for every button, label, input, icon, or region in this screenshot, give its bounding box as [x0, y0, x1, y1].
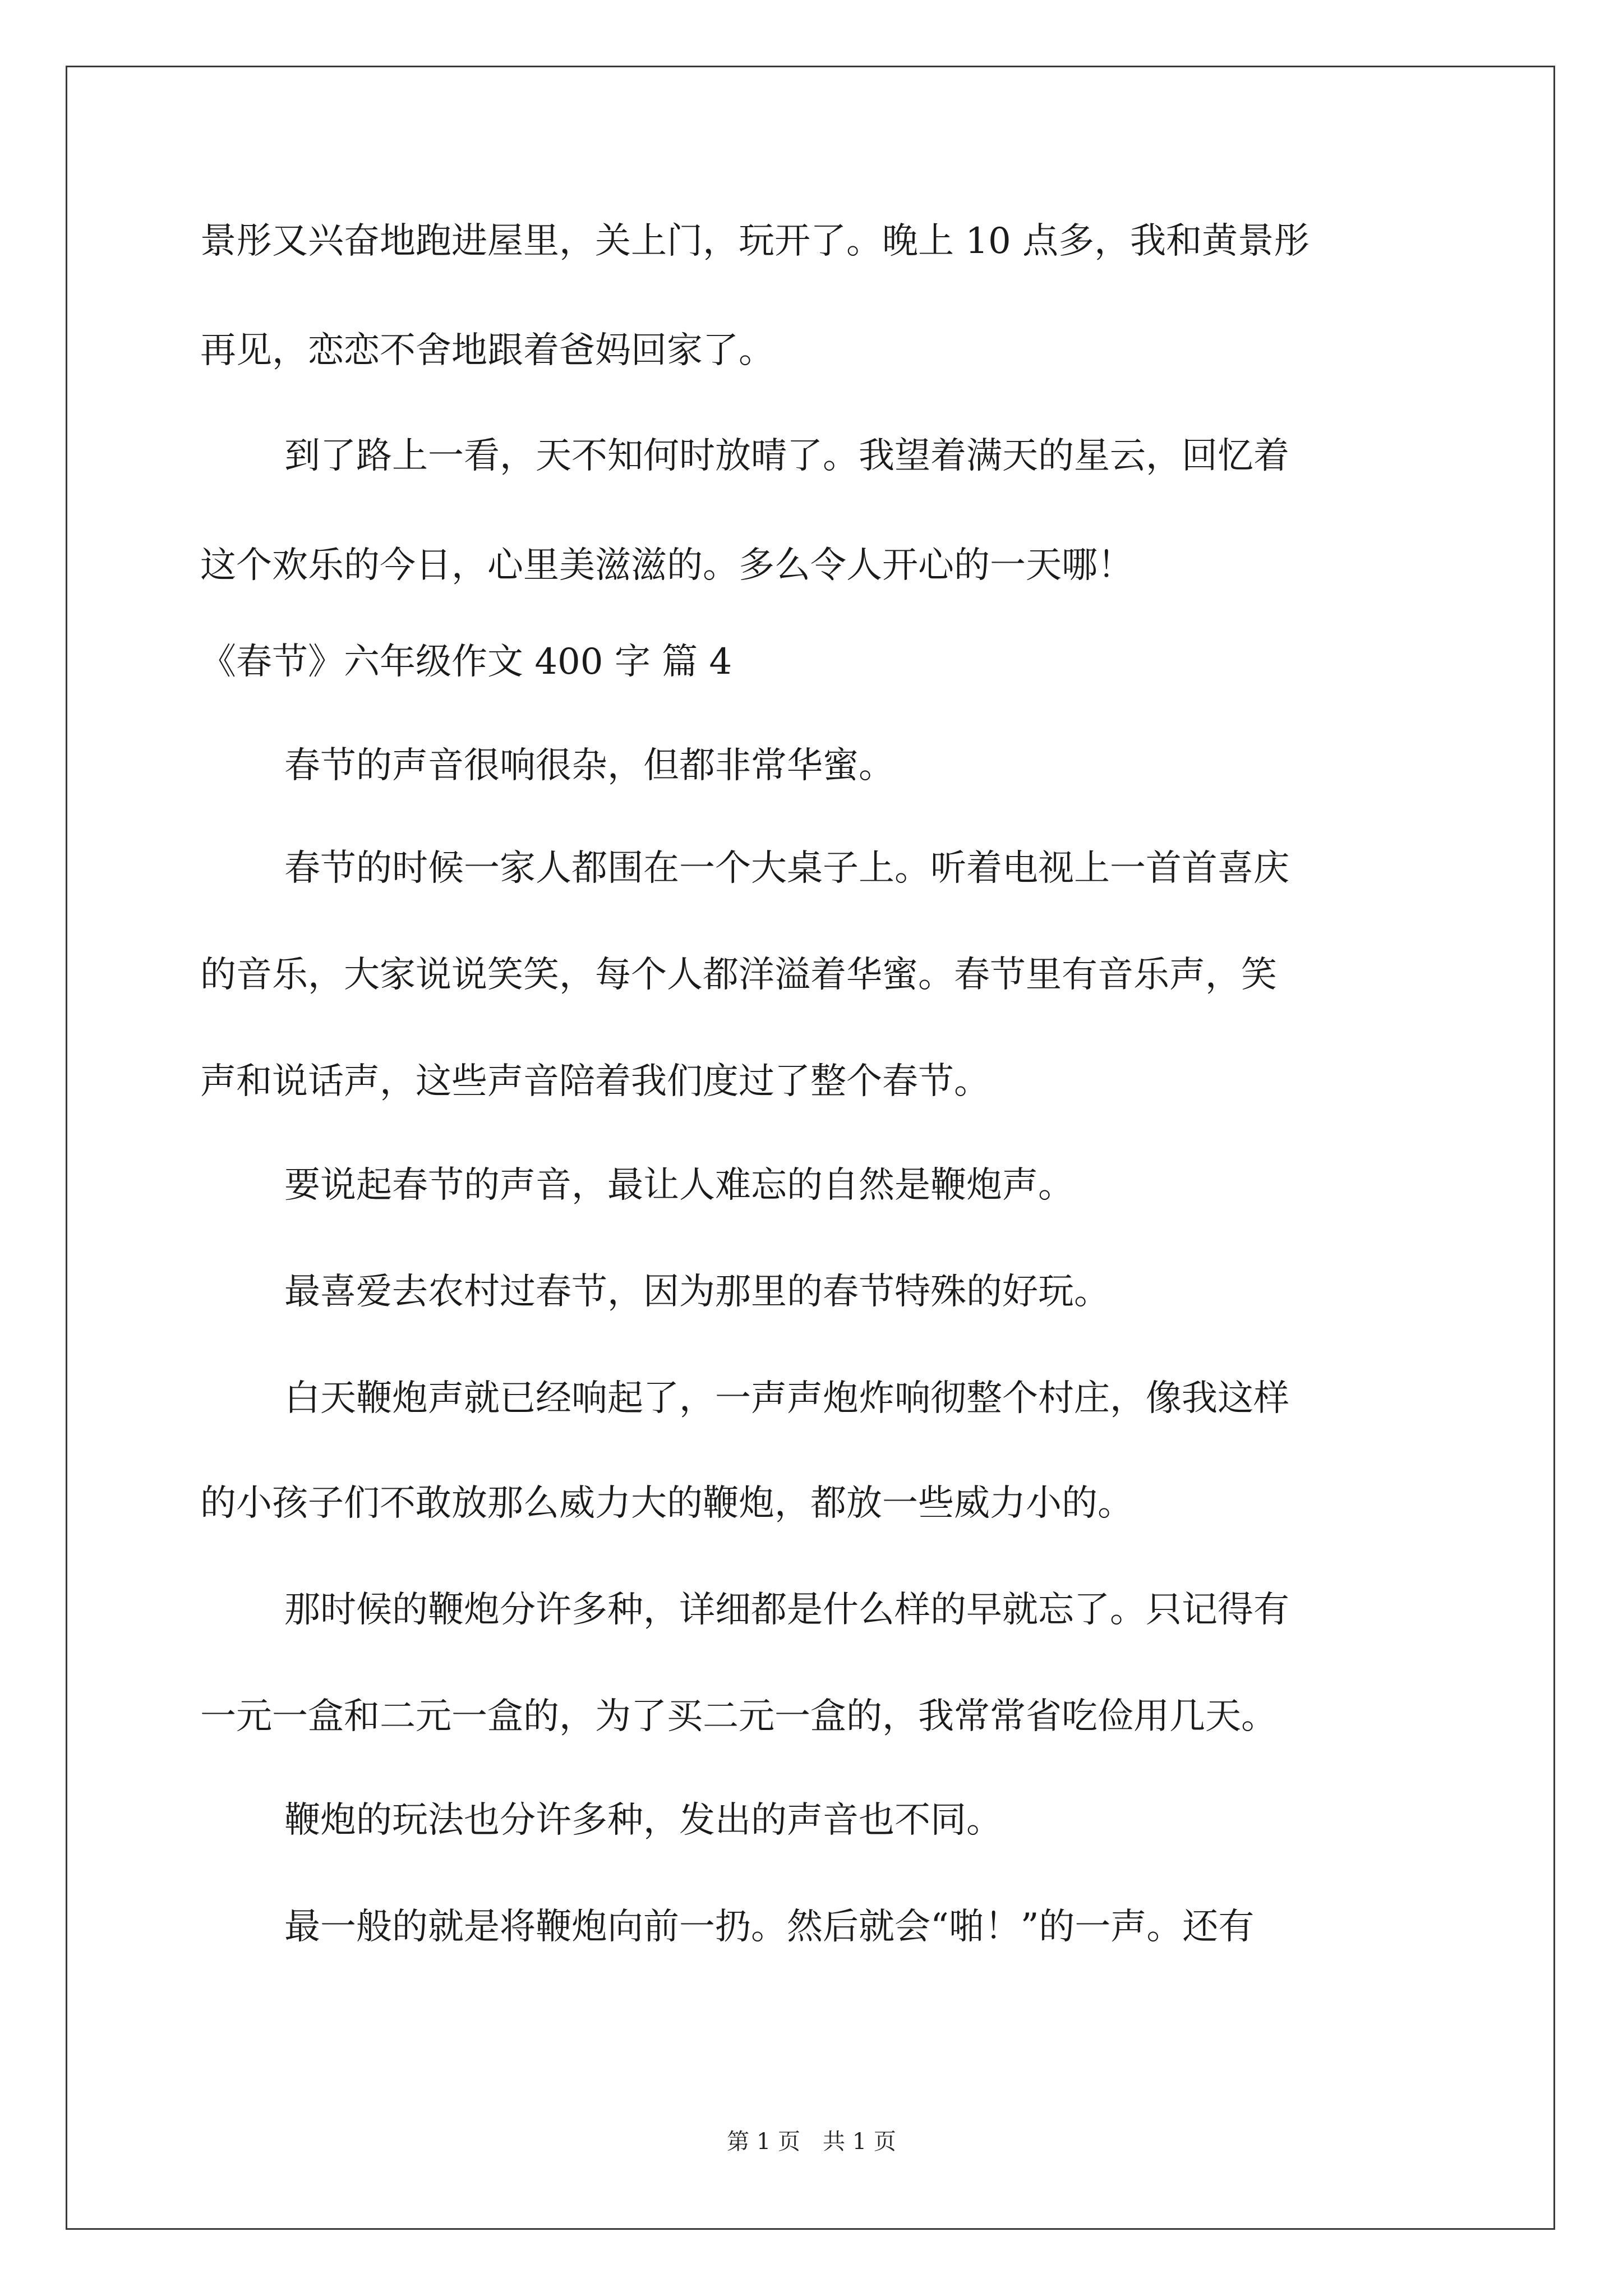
page-total: 共 1 页 [823, 2129, 896, 2155]
text-line: 景彤又兴奋地跑进屋里，关上门，玩开了。晚上 10 点多，我和黄景彤 [200, 220, 1310, 262]
paragraph-start: 鞭炮的玩法也分许多种，发出的声音也不同。 [284, 1800, 1002, 1841]
text-line: 再见，恋恋不舍地跟着爸妈回家了。 [200, 330, 774, 371]
paragraph-start: 春节的声音很响很杂，但都非常华蜜。 [284, 745, 895, 786]
paragraph-start: 要说起春节的声音，最让人难忘的自然是鞭炮声。 [284, 1165, 1074, 1206]
paragraph-start: 最喜爱去农村过春节，因为那里的春节特殊的好玩。 [284, 1271, 1110, 1313]
paragraph-start: 最一般的就是将鞭炮向前一扔。然后就会“啪！”的一声。还有 [284, 1906, 1255, 1948]
text-line: 的小孩子们不敢放那么威力大的鞭炮，都放一些威力小的。 [200, 1483, 1133, 1524]
text-line: 的音乐，大家说说笑笑，每个人都洋溢着华蜜。春节里有音乐声，笑 [200, 954, 1277, 996]
paragraph-start: 春节的时候一家人都围在一个大桌子上。听着电视上一首首喜庆 [284, 848, 1289, 889]
paragraph-start: 到了路上一看，天不知何时放晴了。我望着满天的星云，回忆着 [284, 435, 1289, 477]
page-number: 第 1 页 [727, 2129, 800, 2155]
section-heading: 《春节》六年级作文 400 字 篇 4 [200, 641, 732, 683]
text-line: 这个欢乐的今日，心里美滋滋的。多么令人开心的一天哪！ [200, 545, 1133, 586]
paragraph-start: 白天鞭炮声就已经响起了，一声声炮炸响彻整个村庄，像我这样 [284, 1378, 1289, 1419]
text-line: 声和说话声，这些声音陪着我们度过了整个春节。 [200, 1061, 990, 1102]
page-footer [0, 2124, 1623, 2156]
text-line: 一元一盒和二元一盒的，为了买二元一盒的，我常常省吃俭用几天。 [200, 1696, 1277, 1737]
paragraph-start: 那时候的鞭炮分许多种，详细都是什么样的早就忘了。只记得有 [284, 1589, 1289, 1631]
